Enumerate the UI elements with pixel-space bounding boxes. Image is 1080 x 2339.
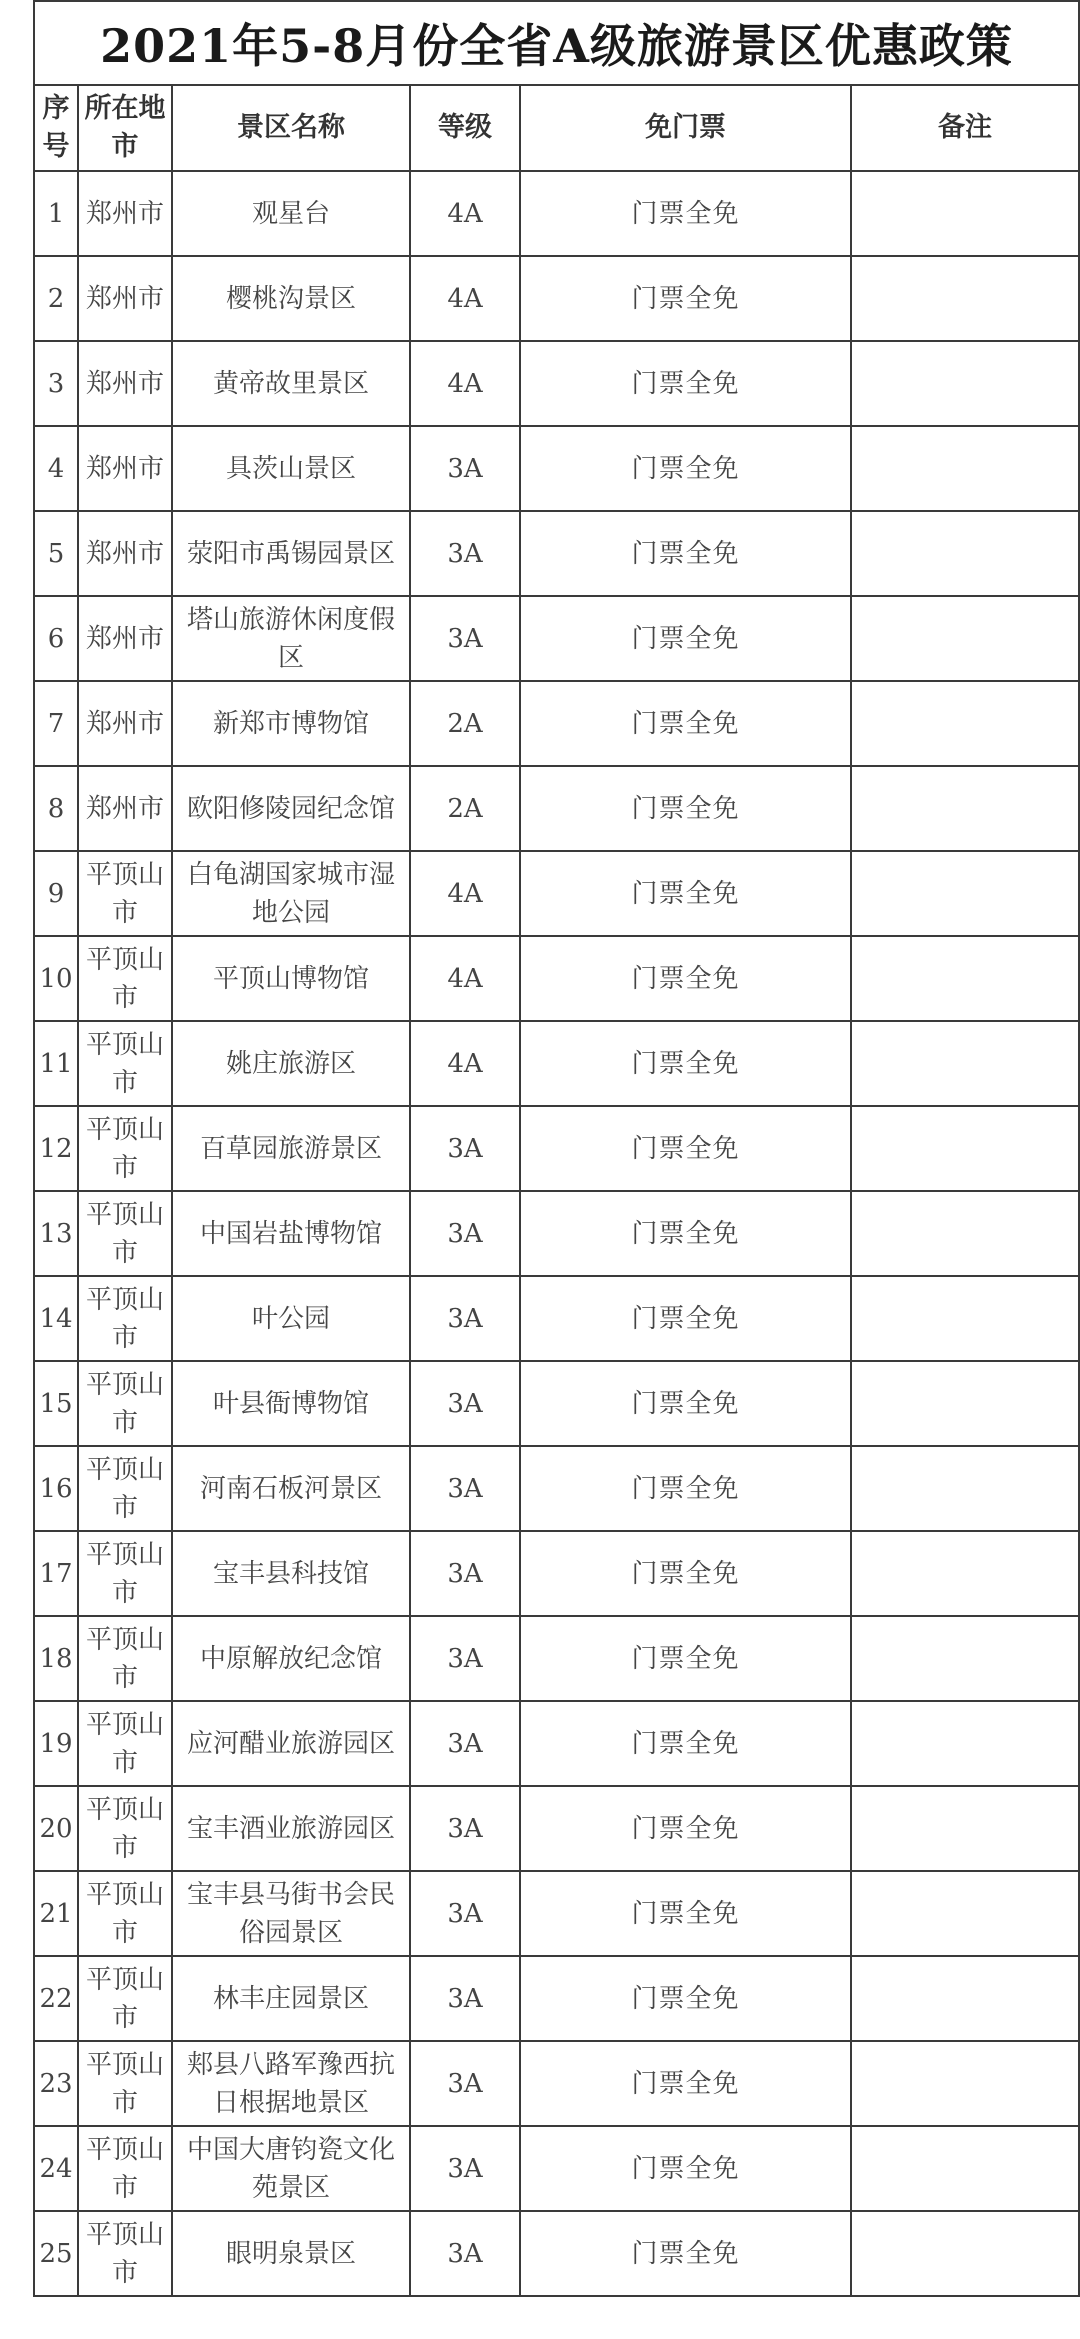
row-ticket-policy: 门票全免 bbox=[520, 1191, 851, 1276]
table-row bbox=[34, 511, 1079, 596]
table-row bbox=[34, 1956, 1079, 2041]
table-row bbox=[34, 171, 1079, 256]
row-scenic-name: 姚庄旅游区 bbox=[172, 1021, 410, 1106]
row-ticket-policy: 门票全免 bbox=[520, 766, 851, 851]
row-note bbox=[851, 2126, 1079, 2211]
row-city: 郑州市 bbox=[78, 341, 172, 426]
row-scenic-name: 叶县衙博物馆 bbox=[172, 1361, 410, 1446]
table-row bbox=[34, 681, 1079, 766]
row-scenic-name: 白龟湖国家城市湿地公园 bbox=[172, 851, 410, 936]
row-note bbox=[851, 1191, 1079, 1276]
row-city: 平顶山市 bbox=[78, 1956, 172, 2041]
row-number: 13 bbox=[34, 1191, 78, 1276]
table-row bbox=[34, 1616, 1079, 1701]
row-level: 3A bbox=[410, 1531, 520, 1616]
row-number: 21 bbox=[34, 1871, 78, 1956]
row-note bbox=[851, 1021, 1079, 1106]
row-ticket-policy: 门票全免 bbox=[520, 1786, 851, 1871]
row-note bbox=[851, 1871, 1079, 1956]
row-number: 20 bbox=[34, 1786, 78, 1871]
row-scenic-name: 黄帝故里景区 bbox=[172, 341, 410, 426]
row-ticket-policy: 门票全免 bbox=[520, 1956, 851, 2041]
table-row bbox=[34, 1021, 1079, 1106]
row-city: 平顶山市 bbox=[78, 2126, 172, 2211]
table-row bbox=[34, 1361, 1079, 1446]
row-city: 平顶山市 bbox=[78, 1786, 172, 1871]
row-level: 2A bbox=[410, 766, 520, 851]
row-level: 3A bbox=[410, 596, 520, 681]
row-level: 3A bbox=[410, 2211, 520, 2296]
row-ticket-policy: 门票全免 bbox=[520, 1871, 851, 1956]
row-note bbox=[851, 1786, 1079, 1871]
row-scenic-name: 荥阳市禹锡园景区 bbox=[172, 511, 410, 596]
header-level: 等级 bbox=[410, 85, 520, 171]
row-scenic-name: 中国大唐钧瓷文化苑景区 bbox=[172, 2126, 410, 2211]
table-row bbox=[34, 596, 1079, 681]
row-city: 平顶山市 bbox=[78, 1701, 172, 1786]
row-scenic-name: 应河醋业旅游园区 bbox=[172, 1701, 410, 1786]
header-free-ticket: 免门票 bbox=[520, 85, 851, 171]
row-scenic-name: 观星台 bbox=[172, 171, 410, 256]
row-city: 郑州市 bbox=[78, 511, 172, 596]
row-number: 7 bbox=[34, 681, 78, 766]
row-level: 4A bbox=[410, 256, 520, 341]
row-scenic-name: 宝丰县马街书会民俗园景区 bbox=[172, 1871, 410, 1956]
row-number: 11 bbox=[34, 1021, 78, 1106]
row-city: 平顶山市 bbox=[78, 1191, 172, 1276]
row-ticket-policy: 门票全免 bbox=[520, 1446, 851, 1531]
row-level: 3A bbox=[410, 1276, 520, 1361]
row-note bbox=[851, 2211, 1079, 2296]
row-city: 平顶山市 bbox=[78, 1361, 172, 1446]
row-scenic-name: 具茨山景区 bbox=[172, 426, 410, 511]
row-ticket-policy: 门票全免 bbox=[520, 1106, 851, 1191]
row-ticket-policy: 门票全免 bbox=[520, 256, 851, 341]
row-note bbox=[851, 171, 1079, 256]
row-scenic-name: 中原解放纪念馆 bbox=[172, 1616, 410, 1701]
row-city: 郑州市 bbox=[78, 426, 172, 511]
row-ticket-policy: 门票全免 bbox=[520, 1276, 851, 1361]
row-level: 3A bbox=[410, 1361, 520, 1446]
row-city: 郑州市 bbox=[78, 681, 172, 766]
row-note bbox=[851, 851, 1079, 936]
table-row bbox=[34, 256, 1079, 341]
scenic-area-table bbox=[33, 0, 1080, 2297]
row-city: 平顶山市 bbox=[78, 1276, 172, 1361]
row-number: 8 bbox=[34, 766, 78, 851]
row-note bbox=[851, 1701, 1079, 1786]
table-row bbox=[34, 1191, 1079, 1276]
row-ticket-policy: 门票全免 bbox=[520, 1616, 851, 1701]
row-scenic-name: 郏县八路军豫西抗日根据地景区 bbox=[172, 2041, 410, 2126]
row-number: 25 bbox=[34, 2211, 78, 2296]
row-ticket-policy: 门票全免 bbox=[520, 1361, 851, 1446]
row-number: 23 bbox=[34, 2041, 78, 2126]
table-row bbox=[34, 426, 1079, 511]
row-level: 3A bbox=[410, 426, 520, 511]
row-ticket-policy: 门票全免 bbox=[520, 511, 851, 596]
row-note bbox=[851, 256, 1079, 341]
row-ticket-policy: 门票全免 bbox=[520, 2211, 851, 2296]
table-row bbox=[34, 2211, 1079, 2296]
row-level: 4A bbox=[410, 171, 520, 256]
table-row bbox=[34, 936, 1079, 1021]
row-city: 平顶山市 bbox=[78, 1106, 172, 1191]
row-scenic-name: 中国岩盐博物馆 bbox=[172, 1191, 410, 1276]
row-number: 6 bbox=[34, 596, 78, 681]
table-row bbox=[34, 2126, 1079, 2211]
row-city: 郑州市 bbox=[78, 766, 172, 851]
row-level: 3A bbox=[410, 2126, 520, 2211]
row-note bbox=[851, 1531, 1079, 1616]
row-city: 平顶山市 bbox=[78, 2211, 172, 2296]
row-city: 平顶山市 bbox=[78, 1446, 172, 1531]
row-scenic-name: 宝丰县科技馆 bbox=[172, 1531, 410, 1616]
row-scenic-name: 眼明泉景区 bbox=[172, 2211, 410, 2296]
row-note bbox=[851, 1276, 1079, 1361]
row-number: 17 bbox=[34, 1531, 78, 1616]
table-row bbox=[34, 1871, 1079, 1956]
row-scenic-name: 樱桃沟景区 bbox=[172, 256, 410, 341]
row-city: 平顶山市 bbox=[78, 1531, 172, 1616]
table-header-row bbox=[34, 85, 1079, 171]
header-city: 所在地市 bbox=[78, 85, 172, 171]
row-note bbox=[851, 1956, 1079, 2041]
row-note bbox=[851, 511, 1079, 596]
row-city: 平顶山市 bbox=[78, 2041, 172, 2126]
row-number: 18 bbox=[34, 1616, 78, 1701]
row-ticket-policy: 门票全免 bbox=[520, 341, 851, 426]
policy-sheet bbox=[33, 0, 1078, 2339]
row-ticket-policy: 门票全免 bbox=[520, 2041, 851, 2126]
row-level: 3A bbox=[410, 1446, 520, 1531]
row-city: 平顶山市 bbox=[78, 851, 172, 936]
row-number: 15 bbox=[34, 1361, 78, 1446]
row-city: 平顶山市 bbox=[78, 1021, 172, 1106]
row-number: 4 bbox=[34, 426, 78, 511]
row-number: 16 bbox=[34, 1446, 78, 1531]
row-number: 9 bbox=[34, 851, 78, 936]
row-number: 5 bbox=[34, 511, 78, 596]
row-city: 郑州市 bbox=[78, 171, 172, 256]
table-row bbox=[34, 766, 1079, 851]
row-level: 3A bbox=[410, 1191, 520, 1276]
row-ticket-policy: 门票全免 bbox=[520, 1701, 851, 1786]
row-city: 郑州市 bbox=[78, 596, 172, 681]
row-ticket-policy: 门票全免 bbox=[520, 2126, 851, 2211]
row-level: 3A bbox=[410, 1701, 520, 1786]
row-scenic-name: 平顶山博物馆 bbox=[172, 936, 410, 1021]
table-row bbox=[34, 1276, 1079, 1361]
row-scenic-name: 叶公园 bbox=[172, 1276, 410, 1361]
table-row bbox=[34, 1786, 1079, 1871]
row-level: 3A bbox=[410, 2041, 520, 2126]
row-level: 3A bbox=[410, 1956, 520, 2041]
document-title: 2021年5-8月份全省A级旅游景区优惠政策 bbox=[34, 1, 1079, 85]
row-level: 4A bbox=[410, 1021, 520, 1106]
row-ticket-policy: 门票全免 bbox=[520, 851, 851, 936]
row-scenic-name: 新郑市博物馆 bbox=[172, 681, 410, 766]
row-number: 1 bbox=[34, 171, 78, 256]
header-note: 备注 bbox=[851, 85, 1079, 171]
table-row bbox=[34, 1701, 1079, 1786]
row-level: 3A bbox=[410, 1871, 520, 1956]
row-number: 14 bbox=[34, 1276, 78, 1361]
row-level: 3A bbox=[410, 1616, 520, 1701]
table-row bbox=[34, 2041, 1079, 2126]
row-scenic-name: 宝丰酒业旅游园区 bbox=[172, 1786, 410, 1871]
row-ticket-policy: 门票全免 bbox=[520, 426, 851, 511]
row-note bbox=[851, 596, 1079, 681]
row-note bbox=[851, 766, 1079, 851]
row-level: 3A bbox=[410, 1106, 520, 1191]
row-ticket-policy: 门票全免 bbox=[520, 171, 851, 256]
header-scenic-name: 景区名称 bbox=[172, 85, 410, 171]
row-number: 24 bbox=[34, 2126, 78, 2211]
row-scenic-name: 塔山旅游休闲度假区 bbox=[172, 596, 410, 681]
row-city: 平顶山市 bbox=[78, 936, 172, 1021]
row-note bbox=[851, 1446, 1079, 1531]
row-level: 4A bbox=[410, 936, 520, 1021]
row-note bbox=[851, 936, 1079, 1021]
table-row bbox=[34, 1106, 1079, 1191]
table-row bbox=[34, 1531, 1079, 1616]
row-scenic-name: 林丰庄园景区 bbox=[172, 1956, 410, 2041]
row-note bbox=[851, 1106, 1079, 1191]
row-number: 2 bbox=[34, 256, 78, 341]
row-ticket-policy: 门票全免 bbox=[520, 1531, 851, 1616]
row-ticket-policy: 门票全免 bbox=[520, 596, 851, 681]
header-no: 序号 bbox=[34, 85, 78, 171]
table-row bbox=[34, 1446, 1079, 1531]
row-number: 19 bbox=[34, 1701, 78, 1786]
row-note bbox=[851, 426, 1079, 511]
row-ticket-policy: 门票全免 bbox=[520, 681, 851, 766]
row-note bbox=[851, 341, 1079, 426]
row-level: 4A bbox=[410, 851, 520, 936]
row-level: 2A bbox=[410, 681, 520, 766]
table-row bbox=[34, 851, 1079, 936]
row-level: 4A bbox=[410, 341, 520, 426]
row-number: 12 bbox=[34, 1106, 78, 1191]
row-level: 3A bbox=[410, 1786, 520, 1871]
row-note bbox=[851, 2041, 1079, 2126]
row-number: 3 bbox=[34, 341, 78, 426]
row-scenic-name: 河南石板河景区 bbox=[172, 1446, 410, 1531]
table-row bbox=[34, 341, 1079, 426]
row-scenic-name: 欧阳修陵园纪念馆 bbox=[172, 766, 410, 851]
row-number: 22 bbox=[34, 1956, 78, 2041]
row-number: 10 bbox=[34, 936, 78, 1021]
row-level: 3A bbox=[410, 511, 520, 596]
row-ticket-policy: 门票全免 bbox=[520, 936, 851, 1021]
row-ticket-policy: 门票全免 bbox=[520, 1021, 851, 1106]
row-note bbox=[851, 1616, 1079, 1701]
row-note bbox=[851, 681, 1079, 766]
row-note bbox=[851, 1361, 1079, 1446]
row-city: 平顶山市 bbox=[78, 1871, 172, 1956]
row-city: 平顶山市 bbox=[78, 1616, 172, 1701]
row-scenic-name: 百草园旅游景区 bbox=[172, 1106, 410, 1191]
row-city: 郑州市 bbox=[78, 256, 172, 341]
